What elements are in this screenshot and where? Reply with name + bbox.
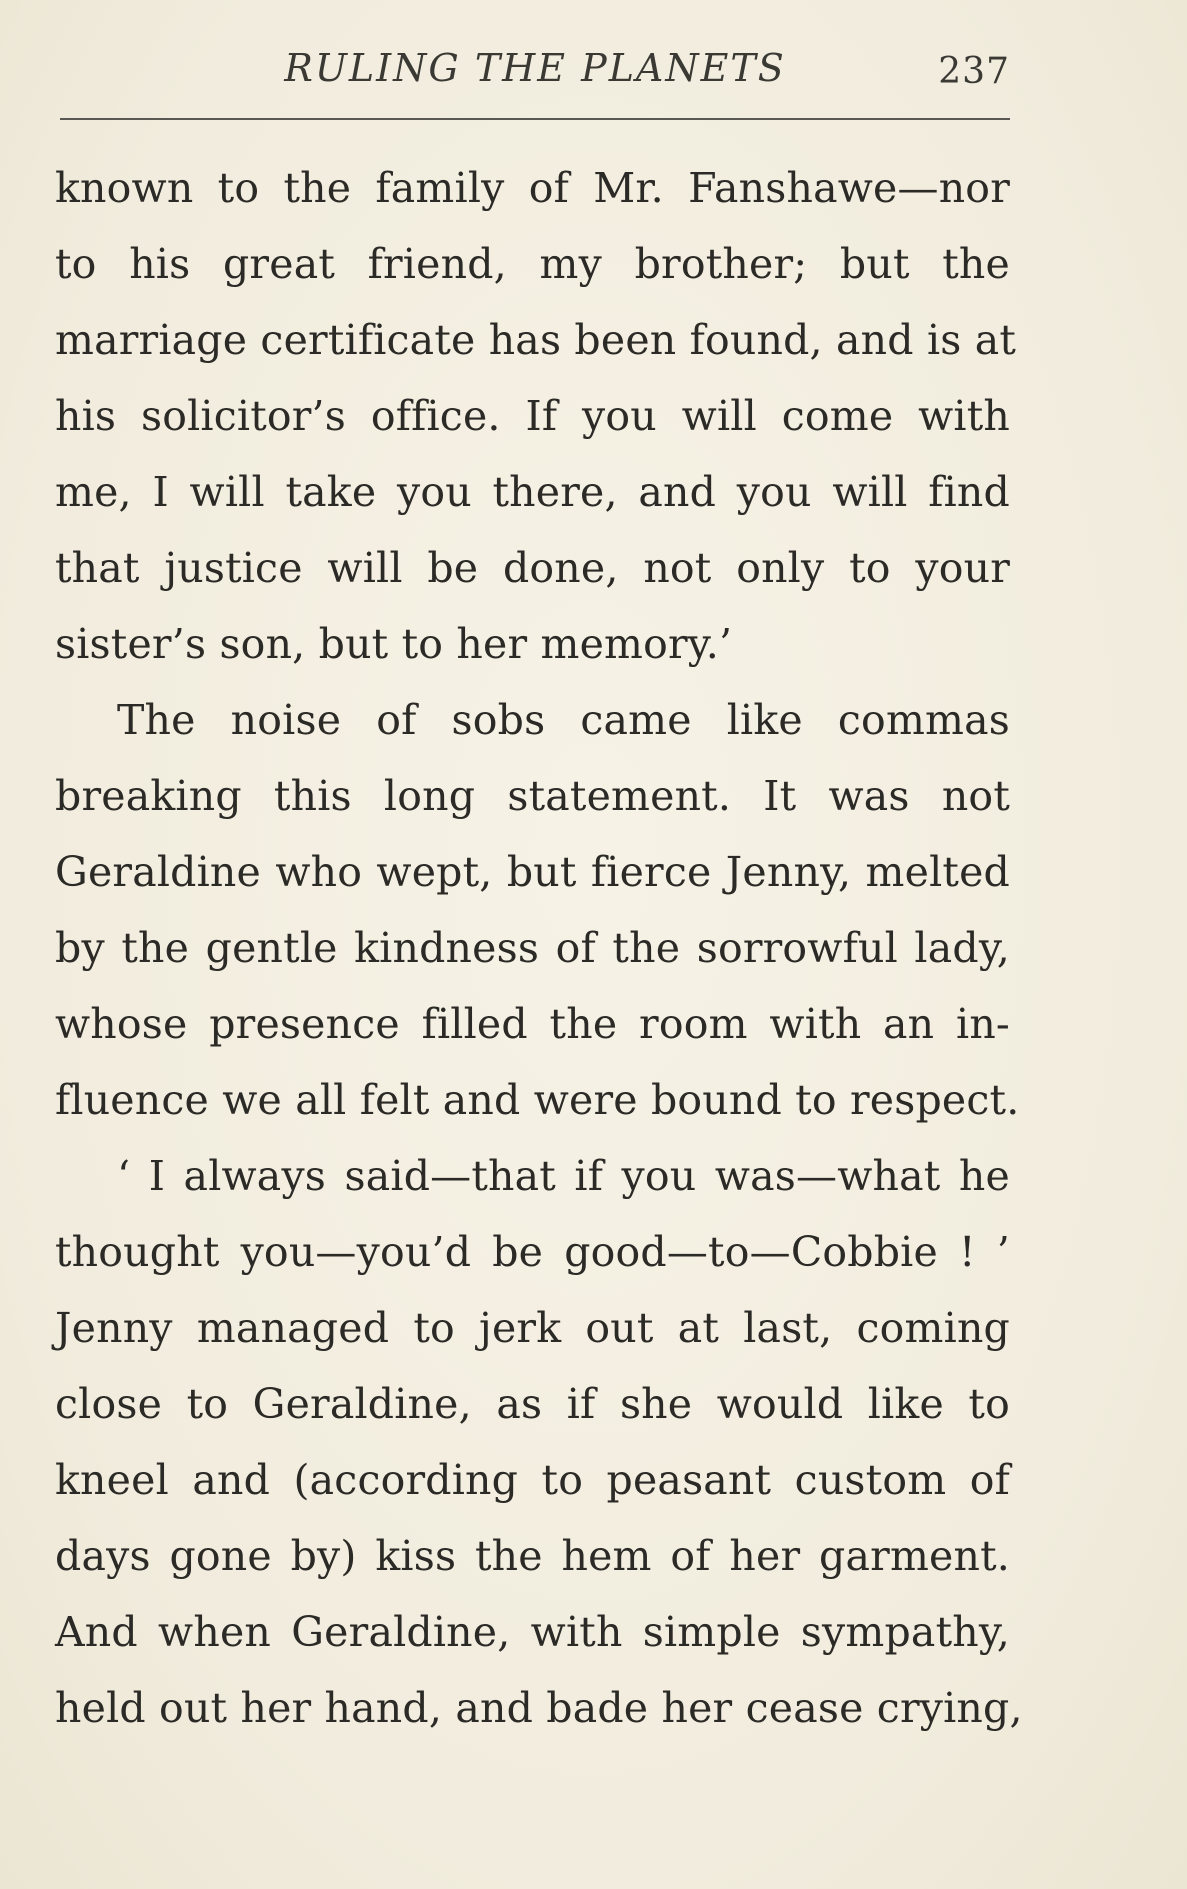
text-line: breaking this long statement. It was not <box>55 772 1010 820</box>
text-line: that justice will be done, not only to your <box>55 544 1010 592</box>
running-head <box>58 38 1012 98</box>
text-line: thought you—you’d be good—to—Cobbie ! ’ <box>55 1228 1010 1276</box>
text-line: marriage certificate has been found, and is at <box>55 316 1017 364</box>
page-number: 237 <box>938 51 1010 92</box>
text-line: kneel and (according to peasant custom of <box>55 1456 1010 1504</box>
text-line: known to the family of Mr. Fanshawe—nor <box>55 164 1010 212</box>
text-line: his solicitor’s office. If you will come with <box>55 392 1010 440</box>
header-rule <box>60 118 1010 120</box>
text-line: Jenny managed to jerk out at last, coming <box>55 1304 1010 1352</box>
text-line: fluence we all felt and were bound to respect. <box>55 1076 1020 1124</box>
text-line: sister’s son, but to her memory.’ <box>55 620 733 668</box>
body-text <box>55 150 1023 1746</box>
text-line: me, I will take you there, and you will find <box>55 468 1010 516</box>
text-line: The noise of sobs came like commas <box>117 696 1010 744</box>
text-line: held out her hand, and bade her cease crying, <box>55 1684 1023 1732</box>
text-line: close to Geraldine, as if she would like to <box>55 1380 1010 1428</box>
text-line: to his great friend, my brother; but the <box>55 240 1010 288</box>
text-line: by the gentle kindness of the sorrowful lady, <box>55 924 1010 972</box>
text-line: whose presence filled the room with an in- <box>55 1000 1010 1048</box>
running-title: RULING THE PLANETS <box>284 46 786 90</box>
text-line: ‘ I always said—that if you was—what he <box>117 1152 1010 1200</box>
text-line: days gone by) kiss the hem of her garment. <box>55 1532 1010 1580</box>
text-line: Geraldine who wept, but fierce Jenny, melted <box>55 848 1010 896</box>
text-line: And when Geraldine, with simple sympathy, <box>55 1608 1010 1656</box>
